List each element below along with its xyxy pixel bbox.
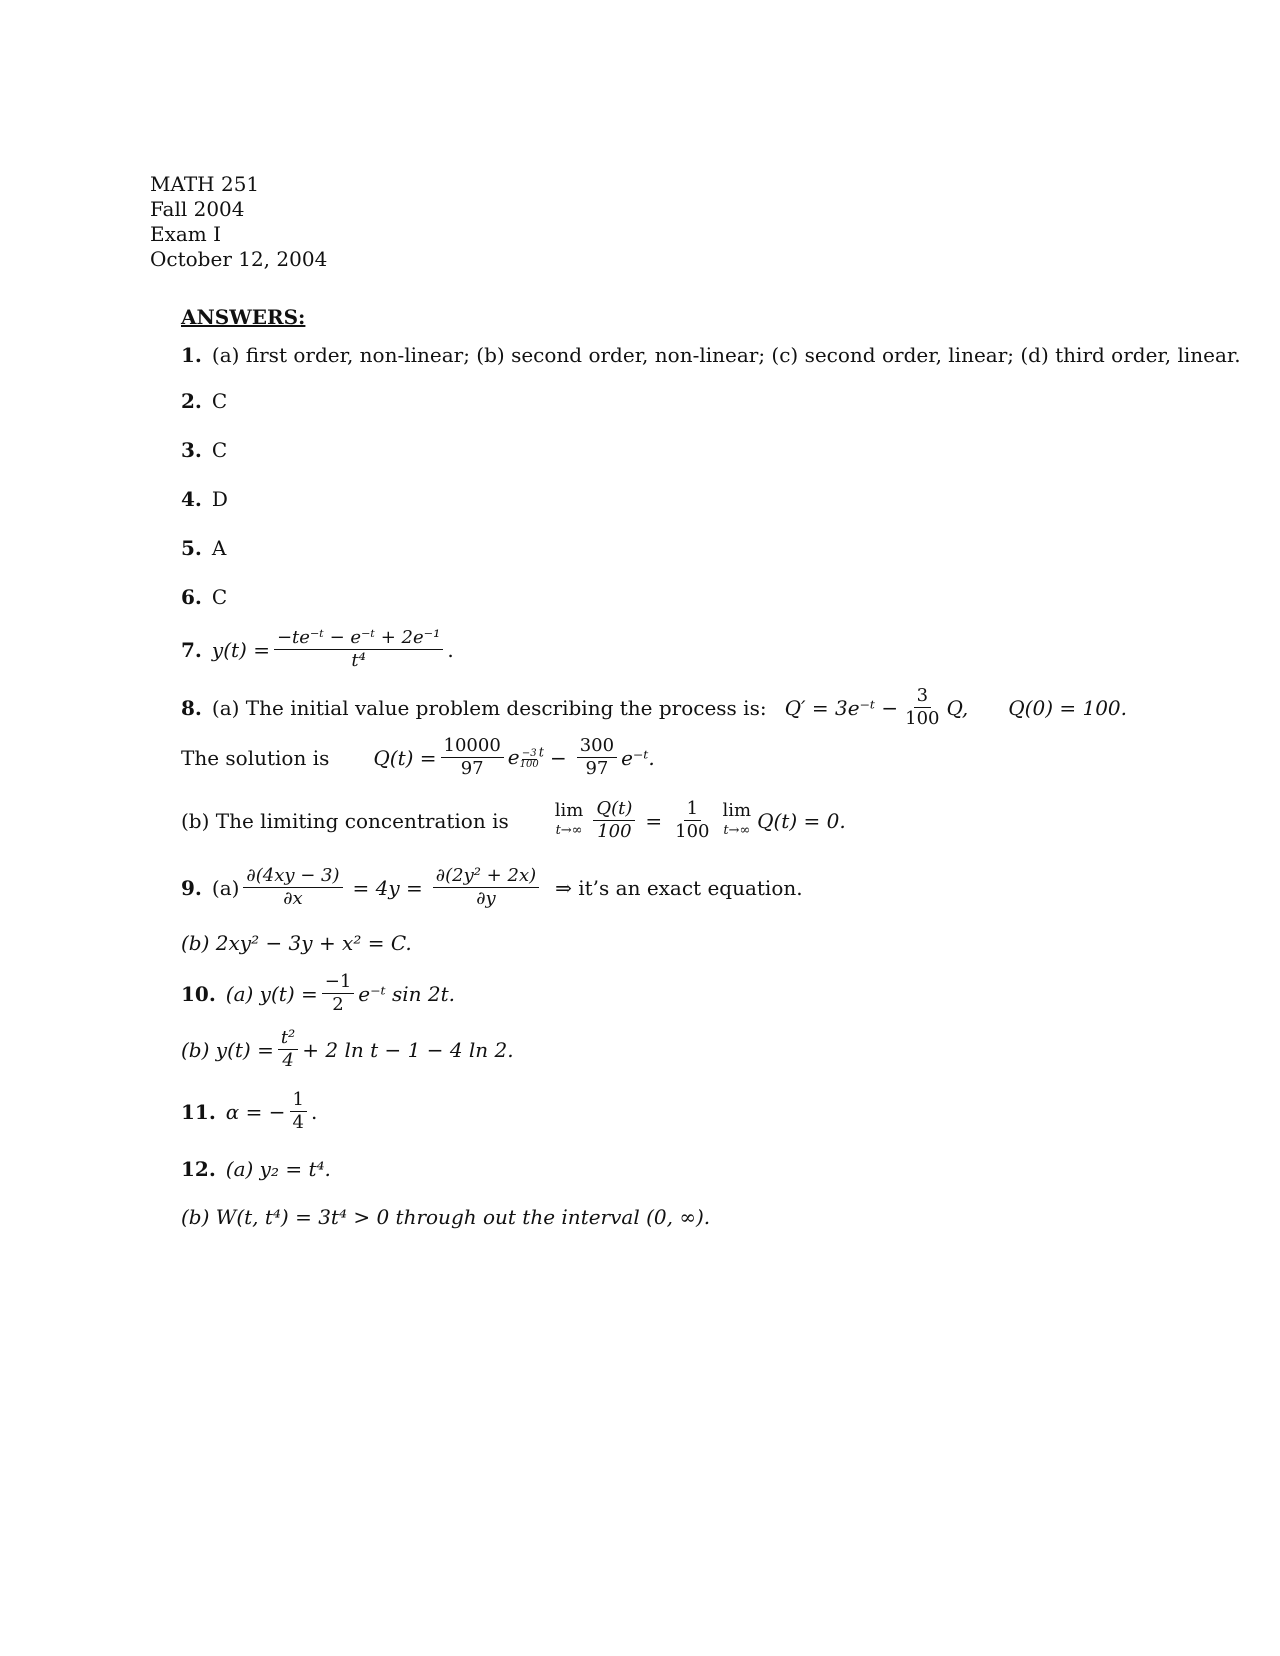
denominator: 100 bbox=[905, 708, 940, 729]
equation-right: Q, bbox=[946, 695, 969, 720]
equation-tail: Q(t) = 0. bbox=[757, 808, 846, 833]
limit-operator: lim bbox=[722, 799, 752, 821]
equation-left: Q′ = 3e⁻ᵗ − bbox=[784, 695, 899, 720]
exponent-denominator: 100 bbox=[519, 759, 539, 771]
numerator: t² bbox=[278, 1027, 298, 1050]
initial-condition: Q(0) = 100. bbox=[1008, 695, 1128, 720]
answer-text: D bbox=[211, 487, 228, 511]
answer-11 bbox=[181, 1089, 317, 1134]
label: (b) y(t) = bbox=[181, 1037, 274, 1062]
answer-number: 6. bbox=[181, 585, 202, 609]
answer-text: (a) first order, non-linear; (b) second order, non-linear; (c) second order, linear; (d) third order, linear. bbox=[211, 343, 1241, 367]
equation-tail: + 2 ln t − 1 − 4 ln 2. bbox=[302, 1037, 514, 1062]
answer-text: C bbox=[211, 389, 228, 413]
answer-text: C bbox=[211, 438, 228, 462]
label: (a) The initial value problem describing the process is: bbox=[211, 695, 767, 720]
exam-header bbox=[150, 172, 327, 272]
denominator: 97 bbox=[585, 758, 609, 779]
equation-middle: = 4y = bbox=[352, 875, 423, 900]
numerator: 1 bbox=[290, 1089, 307, 1112]
limit-subscript: t→∞ bbox=[555, 822, 583, 838]
limit bbox=[555, 801, 584, 841]
answer-12a bbox=[181, 1157, 331, 1181]
fraction bbox=[433, 865, 539, 910]
answer-8a bbox=[181, 685, 1127, 730]
answer-2 bbox=[181, 389, 227, 413]
answer-number: 2. bbox=[181, 389, 202, 413]
answer-5 bbox=[181, 536, 226, 560]
numerator: −te⁻ᵗ − e⁻ᵗ + 2e⁻¹ bbox=[274, 627, 443, 650]
equation-lhs: y(t) = bbox=[211, 637, 270, 662]
limit bbox=[723, 801, 752, 841]
answer-text: (b) W(t, t⁴) = 3t⁴ > 0 through out the interval (0, ∞). bbox=[181, 1205, 711, 1229]
denominator: 2 bbox=[332, 994, 344, 1015]
answer-number: 3. bbox=[181, 438, 202, 462]
fraction bbox=[322, 971, 355, 1016]
label: (b) The limiting concentration is bbox=[181, 808, 509, 833]
answer-8b bbox=[181, 798, 846, 843]
equation-tail: e⁻ᵗ. bbox=[621, 745, 655, 770]
fraction bbox=[672, 798, 712, 843]
denominator: t⁴ bbox=[351, 650, 366, 671]
fraction bbox=[278, 1027, 298, 1072]
exponential: e $\frac{-3}{100}$ $^t$ bbox=[507, 744, 544, 771]
denominator: ∂y bbox=[476, 888, 496, 909]
equals-sign: = bbox=[645, 808, 663, 833]
answers-section bbox=[181, 305, 1261, 1229]
answer-number: 7. bbox=[181, 637, 202, 662]
fraction bbox=[243, 865, 342, 910]
conclusion: ⇒ it’s an exact equation. bbox=[555, 875, 803, 900]
denominator: 4 bbox=[292, 1112, 304, 1133]
exponent-variable: t bbox=[538, 745, 544, 761]
answer-text: A bbox=[211, 536, 227, 560]
term: Fall 2004 bbox=[150, 197, 245, 221]
exam-name: Exam I bbox=[150, 222, 222, 246]
answer-text: (b) 2xy² − 3y + x² = C. bbox=[181, 931, 412, 955]
label: (a) bbox=[211, 875, 240, 900]
answer-12b bbox=[181, 1205, 710, 1229]
exam-date: October 12, 2004 bbox=[150, 247, 328, 271]
limit-operator: lim bbox=[554, 799, 584, 821]
answer-4 bbox=[181, 487, 228, 511]
denominator: ∂x bbox=[283, 888, 303, 909]
equation-lhs: α = − bbox=[225, 1099, 286, 1124]
period: . bbox=[311, 1099, 318, 1124]
period: . bbox=[447, 637, 454, 662]
limit-subscript: t→∞ bbox=[723, 822, 751, 838]
answer-number: 10. bbox=[181, 981, 216, 1006]
answer-number: 12. bbox=[181, 1157, 216, 1181]
numerator: 300 bbox=[577, 735, 617, 758]
numerator: ∂(2y² + 2x) bbox=[433, 865, 539, 888]
answer-1 bbox=[181, 343, 1241, 367]
answer-6 bbox=[181, 585, 227, 609]
fraction bbox=[593, 798, 635, 843]
denominator: 97 bbox=[460, 758, 484, 779]
denominator: 4 bbox=[282, 1050, 294, 1071]
fraction bbox=[577, 735, 617, 780]
answers-heading: ANSWERS: bbox=[181, 305, 306, 329]
answer-text: C bbox=[211, 585, 228, 609]
fraction bbox=[902, 685, 942, 730]
answer-9b bbox=[181, 931, 412, 955]
course-code: MATH 251 bbox=[150, 172, 260, 196]
answer-10b bbox=[181, 1027, 514, 1072]
denominator: 100 bbox=[597, 821, 632, 842]
equation-tail: e⁻ᵗ sin 2t. bbox=[358, 981, 455, 1006]
answer-number: 11. bbox=[181, 1099, 216, 1124]
answer-9a bbox=[181, 865, 803, 910]
numerator: 10000 bbox=[441, 735, 504, 758]
fraction bbox=[290, 1089, 307, 1134]
numerator: 1 bbox=[684, 798, 701, 821]
answer-10a bbox=[181, 971, 455, 1016]
numerator: 3 bbox=[914, 685, 931, 708]
numerator: ∂(4xy − 3) bbox=[243, 865, 342, 888]
answer-number: 1. bbox=[181, 343, 202, 367]
fraction bbox=[274, 627, 443, 672]
numerator: −1 bbox=[322, 971, 355, 994]
answer-number: 9. bbox=[181, 875, 202, 900]
label: The solution is bbox=[181, 745, 330, 770]
answer-3 bbox=[181, 438, 227, 462]
equation-lhs: Q(t) = bbox=[373, 745, 437, 770]
minus-sign: − bbox=[549, 745, 567, 770]
fraction bbox=[441, 735, 504, 780]
label: (a) y(t) = bbox=[225, 981, 318, 1006]
answer-8-solution bbox=[181, 735, 655, 780]
answer-text: (a) y₂ = t⁴. bbox=[225, 1157, 331, 1181]
numerator: Q(t) bbox=[593, 798, 635, 821]
answer-7 bbox=[181, 627, 454, 672]
answer-number: 5. bbox=[181, 536, 202, 560]
answer-number: 4. bbox=[181, 487, 202, 511]
exponent-numerator: −3 bbox=[521, 748, 537, 760]
denominator: 100 bbox=[675, 821, 710, 842]
answer-number: 8. bbox=[181, 695, 202, 720]
exponent-fraction bbox=[520, 749, 539, 770]
